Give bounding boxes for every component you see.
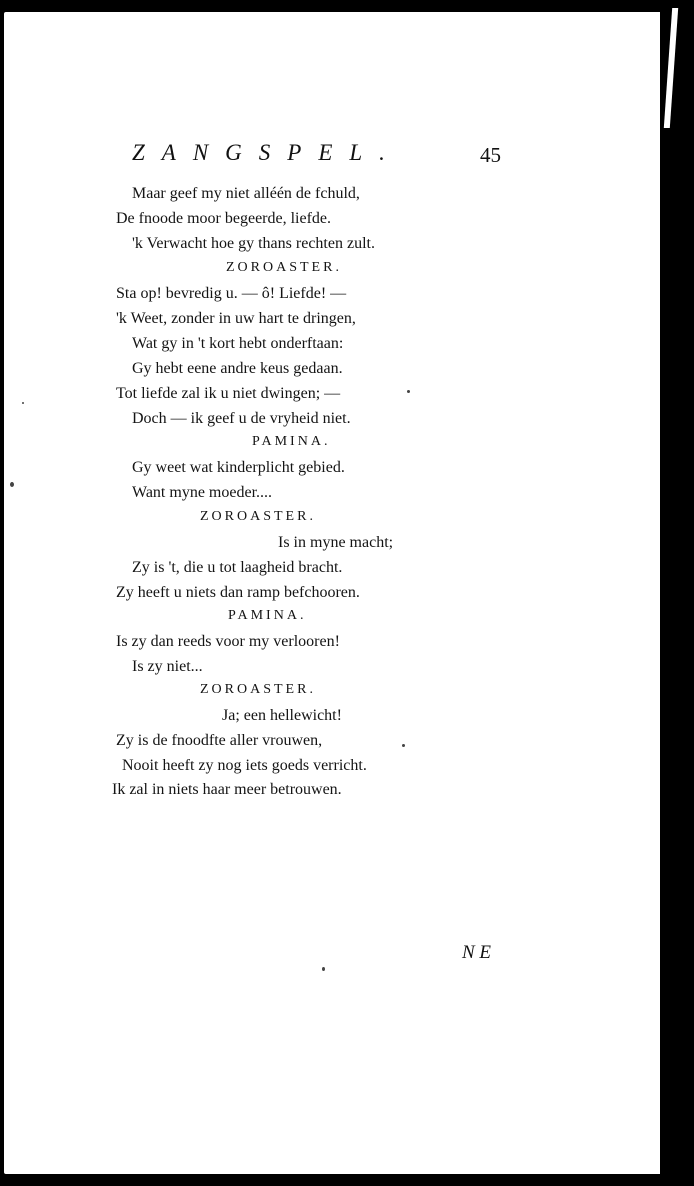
verse-line: Wat gy in 't kort hebt onderftaan: [132, 335, 344, 352]
ink-speck [22, 402, 24, 404]
speaker-name: PAMINA. [252, 434, 331, 449]
verse-line: 'k Verwacht hoe gy thans rechten zult. [132, 235, 375, 252]
verse-line: Doch — ik geef u de vryheid niet. [132, 410, 351, 427]
verse-line: Ja; een hellewicht! [222, 707, 342, 724]
speaker-name: ZOROASTER. [226, 260, 342, 275]
page-number: 45 [480, 143, 501, 167]
verse-line: Gy hebt eene andre keus gedaan. [132, 360, 343, 377]
scan-edge [660, 0, 694, 1186]
verse-line: De fnoode moor begeerde, liefde. [116, 210, 332, 227]
running-title: ZANGSPEL. [132, 140, 402, 165]
book-page [4, 12, 670, 1174]
ink-speck [407, 390, 410, 393]
verse-line: Is zy niet... [132, 658, 203, 675]
speaker-name: PAMINA. [228, 608, 307, 623]
verse-line: Sta op! bevredig u. — ô! Liefde! — [116, 285, 347, 302]
verse-line: Gy weet wat kinderplicht gebied. [132, 459, 345, 476]
verse-line: Tot liefde zal ik u niet dwingen; — [116, 385, 341, 402]
verse-line: Nooit heeft zy nog iets goeds verricht. [122, 757, 367, 774]
verse-line: Zy is de fnoodfte aller vrouwen, [116, 732, 323, 749]
verse-line: 'k Weet, zonder in uw hart te dringen, [116, 310, 356, 327]
verse-line: Ik zal in niets haar meer betrouwen. [112, 781, 342, 798]
verse-line: Is zy dan reeds voor my verlooren! [116, 633, 340, 650]
verse-line: Zy is 't, die u tot laagheid bracht. [132, 559, 343, 576]
speaker-name: ZOROASTER. [200, 682, 316, 697]
catchword: N E [462, 942, 492, 963]
speaker-name: ZOROASTER. [200, 509, 316, 524]
verse-line: Zy heeft u niets dan ramp befchooren. [116, 584, 360, 601]
verse-line: Maar geef my niet alléén de fchuld, [132, 185, 360, 202]
verse-line: Want myne moeder.... [132, 484, 273, 501]
ink-speck [402, 744, 405, 747]
ink-speck [10, 482, 14, 487]
ink-speck [322, 967, 325, 971]
verse-line: Is in myne macht; [278, 534, 394, 551]
